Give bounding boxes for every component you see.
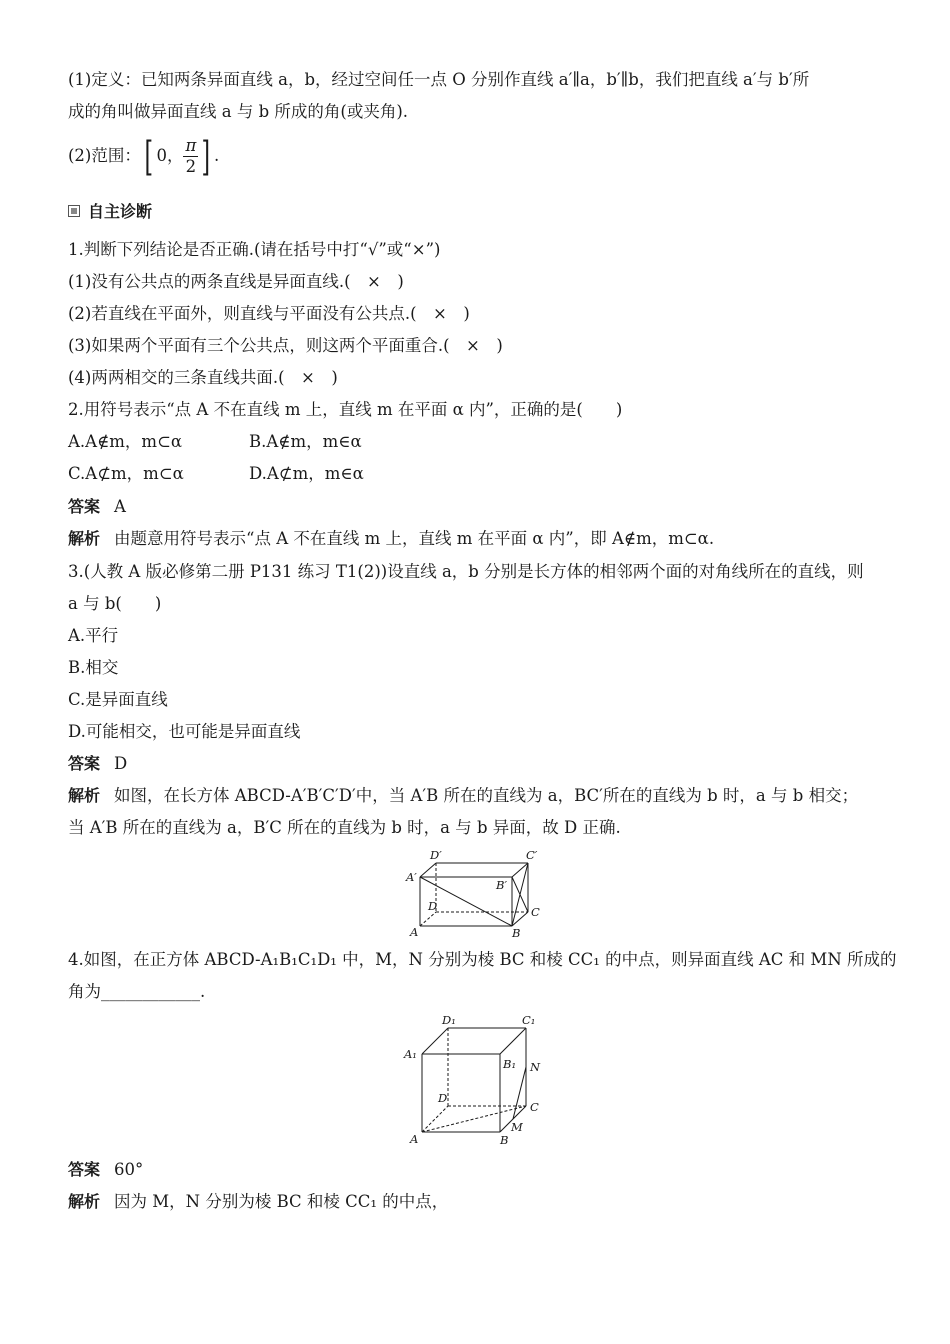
q1-item-1: (1)没有公共点的两条直线是异面直线.( × ) [68, 272, 404, 291]
label-a1: A₁ [404, 1047, 417, 1061]
q3-analysis-2: 当 A′B 所在的直线为 a，B′C 所在的直线为 b 时，a 与 b 异面，故 D 正确. [68, 818, 621, 837]
edge-b1-c1 [500, 1028, 526, 1054]
label-a: A [410, 925, 419, 938]
q1-item-2: (2)若直线在平面外，则直线与平面没有公共点.( × ) [68, 304, 470, 323]
q2-analysis [68, 527, 714, 551]
edge-b-c [512, 912, 528, 926]
range-left: 0， [156, 146, 184, 165]
label-c: C [531, 905, 540, 919]
analysis-text: 如图，在长方体 ABCD-A′B′C′D′中，当 A′B 所在的直线为 a，BC′所在的直线为 b 时，a 与 b 相交； [114, 786, 859, 805]
label-b: B [500, 1133, 509, 1147]
q2-option-c: C.A⊄m，m⊂α [68, 464, 184, 483]
q2-option-b: B.A∉m，m∈α [249, 432, 362, 451]
edge-bp-cp [512, 863, 528, 877]
q3-option-b: B.相交 [68, 658, 119, 677]
q2-answer [68, 495, 126, 519]
q3-option-d: D.可能相交，也可能是异面直线 [68, 722, 301, 741]
frac-denominator: 2 [185, 157, 197, 176]
answer-value: 60° [114, 1160, 144, 1179]
q3-option-c: C.是异面直线 [68, 690, 168, 709]
label-b1: B₁ [503, 1057, 517, 1071]
label-d: D [438, 1091, 448, 1105]
answer-value: D [114, 754, 128, 773]
analysis-label: 解析 [68, 529, 101, 548]
hidden-edge-a-d [420, 912, 436, 926]
q4-stem-2: 角为____________. [68, 982, 206, 1001]
range-end: . [213, 146, 220, 165]
range-prefix: (2)范围： [68, 146, 141, 165]
frac-numerator: π [185, 136, 197, 155]
label-d: D [428, 899, 438, 913]
section-square-icon [68, 205, 80, 217]
cube-figure [402, 1010, 562, 1148]
left-bracket: [ [144, 133, 153, 180]
analysis-text: 因为 M，N 分别为棱 BC 和棱 CC₁ 的中点， [114, 1192, 449, 1211]
q2-option-a: A.A∉m，m⊂α [68, 432, 183, 451]
q4-analysis [68, 1190, 448, 1214]
label-n: N [530, 1060, 541, 1074]
q3-analysis-1 [68, 784, 858, 808]
label-b-prime: B′ [496, 878, 508, 892]
hidden-edge-a-d [422, 1106, 448, 1132]
analysis-label: 解析 [68, 1192, 101, 1211]
q3-answer [68, 752, 127, 776]
answer-value: A [114, 497, 126, 516]
definition-line-2: 成的角叫做异面直线 a 与 b 所成的角(或夹角). [68, 102, 408, 121]
diagonal-bp-c [512, 877, 528, 912]
q4-answer [68, 1158, 143, 1182]
range-line [68, 134, 219, 179]
answer-label: 答案 [68, 754, 101, 773]
label-c-prime: C′ [526, 848, 538, 862]
definition-line-1: (1)定义：已知两条异面直线 a，b，经过空间任一点 O 分别作直线 a′∥a，b′∥b，我们把直线 a′与 b′所 [68, 70, 810, 89]
edge-a1-d1 [422, 1028, 448, 1054]
section-heading [68, 200, 152, 224]
label-a-prime: A′ [406, 870, 417, 884]
analysis-text: 由题意用符号表示“点 A 不在直线 m 上，直线 m 在平面 α 内”，即 A∉m，m⊂α. [114, 529, 715, 548]
label-a: A [410, 1132, 419, 1146]
label-c: C [530, 1100, 539, 1114]
label-b: B [512, 926, 521, 938]
label-c1: C₁ [522, 1013, 536, 1027]
answer-label: 答案 [68, 1160, 101, 1179]
q4-stem-1: 4.如图，在正方体 ABCD-A₁B₁C₁D₁ 中，M，N 分别为棱 BC 和棱 CC₁ 的中点，则异面直线 AC 和 MN 所成的 [68, 950, 897, 969]
label-m: M [511, 1120, 523, 1134]
q2-option-d: D.A⊄m，m∈α [249, 464, 364, 483]
q2-stem: 2.用符号表示“点 A 不在直线 m 上，直线 m 在平面 α 内”，正确的是( ) [68, 400, 623, 419]
edge-ap-dp [420, 863, 436, 877]
q1-stem: 1.判断下列结论是否正确.(请在括号中打“√”或“×”) [68, 240, 441, 259]
section-title: 自主诊断 [88, 202, 153, 221]
q3-stem-1: 3.(人教 A 版必修第二册 P131 练习 T1(2))设直线 a，b 分别是长方体的相邻两个面的对角线所在的直线，则 [68, 562, 864, 581]
right-bracket: ] [201, 133, 211, 180]
cuboid-figure [404, 846, 554, 938]
q3-stem-2: a 与 b( ) [68, 594, 162, 613]
segment-m-n [513, 1067, 526, 1119]
q1-item-4: (4)两两相交的三条直线共面.( × ) [68, 368, 338, 387]
label-d1: D₁ [442, 1013, 456, 1027]
analysis-label: 解析 [68, 786, 101, 805]
label-d-prime: D′ [430, 848, 442, 862]
q1-item-3: (3)如果两个平面有三个公共点，则这两个平面重合.( × ) [68, 336, 503, 355]
pi-over-2 [183, 136, 198, 177]
answer-label: 答案 [68, 497, 101, 516]
q3-option-a: A.平行 [68, 626, 119, 645]
